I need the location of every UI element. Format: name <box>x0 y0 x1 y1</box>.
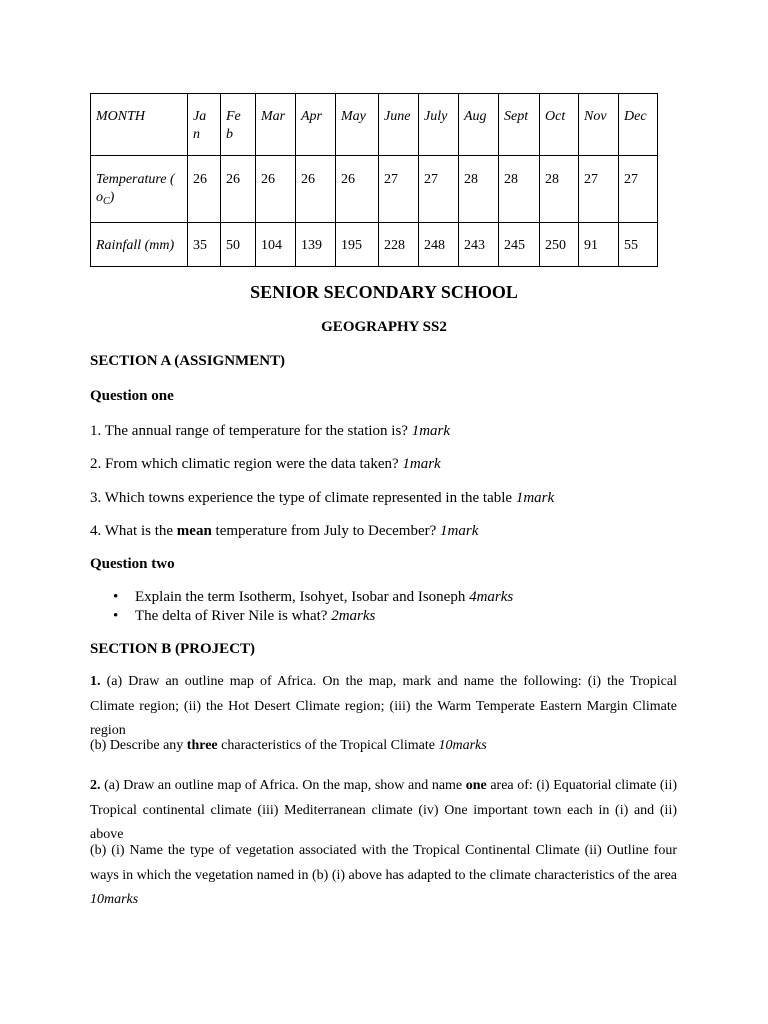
month-cell: May <box>336 94 379 156</box>
question-1: 1. The annual range of temperature for the station is? 1mark <box>90 423 451 439</box>
climate-table <box>90 93 658 267</box>
rainfall-cell: 35 <box>188 223 221 267</box>
question-2: 2. From which climatic region were the data taken? 1mark <box>90 456 441 472</box>
rainfall-cell: 55 <box>619 223 658 267</box>
temperature-cell: 26 <box>221 156 256 223</box>
bullet-icon: • <box>113 589 119 605</box>
rainfall-cell: 250 <box>540 223 579 267</box>
month-cell: Oct <box>540 94 579 156</box>
rainfall-cell: 139 <box>296 223 336 267</box>
rainfall-cell: 91 <box>579 223 619 267</box>
question-one-heading: Question one <box>90 388 174 404</box>
temperature-cell: 27 <box>579 156 619 223</box>
month-cell: Aug <box>459 94 499 156</box>
month-cell: Fe b <box>221 94 256 156</box>
temperature-cell: 26 <box>188 156 221 223</box>
temperature-cell: 27 <box>419 156 459 223</box>
rainfall-cell: 248 <box>419 223 459 267</box>
temperature-cell: 27 <box>379 156 419 223</box>
temperature-label: Temperature ( $o_C$) <box>91 156 188 223</box>
subject-title: GEOGRAPHY SS2 <box>321 319 447 335</box>
month-cell: Ja n <box>188 94 221 156</box>
section-a-heading: SECTION A (ASSIGNMENT) <box>90 353 286 369</box>
rainfall-cell: 228 <box>379 223 419 267</box>
month-cell: Apr <box>296 94 336 156</box>
month-cell: June <box>379 94 419 156</box>
rainfall-cell: 243 <box>459 223 499 267</box>
question-3: 3. Which towns experience the type of climate represented in the table 1mark <box>90 490 555 506</box>
mark-label: 10marks <box>438 738 487 753</box>
question-two-list <box>90 588 513 626</box>
temperature-cell: 28 <box>499 156 540 223</box>
temperature-cell: 28 <box>540 156 579 223</box>
table-header-row <box>91 94 658 156</box>
temperature-row <box>91 156 658 223</box>
temperature-cell: 26 <box>336 156 379 223</box>
mark-label: 1mark <box>515 490 555 506</box>
mark-label: 2marks <box>331 608 376 624</box>
temperature-cell: 26 <box>296 156 336 223</box>
rainfall-cell: 104 <box>256 223 296 267</box>
month-cell: Dec <box>619 94 658 156</box>
project-2a: 2. (a) Draw an outline map of Africa. On the map, show and name one area of: (i) Equatorial climate (ii) Tropical continental climate (iii) Mediterranean climate (iv) One important town each in (i) and (ii) above <box>90 778 677 842</box>
mark-label: 1mark <box>402 456 441 472</box>
temperature-cell: 27 <box>619 156 658 223</box>
month-cell: July <box>419 94 459 156</box>
school-title: SENIOR SECONDARY SCHOOL <box>250 282 518 302</box>
month-cell: Nov <box>579 94 619 156</box>
temperature-cell: 26 <box>256 156 296 223</box>
month-cell: Sept <box>499 94 540 156</box>
list-item: • Explain the term Isotherm, Isohyet, Isobar and Isoneph 4marks <box>113 589 514 605</box>
project-1a: 1. (a) Draw an outline map of Africa. On the map, mark and name the following: (i) the Tropical Climate region; (ii) the Hot Desert Climate region; (iii) the Warm Temperate Eastern Margin Climate region <box>90 674 677 738</box>
mark-label: 10marks <box>90 892 139 907</box>
month-cell: Mar <box>256 94 296 156</box>
rainfall-cell: 195 <box>336 223 379 267</box>
mark-label: 4marks <box>469 589 514 605</box>
question-two-heading: Question two <box>90 556 175 572</box>
month-header: MONTH <box>91 94 188 156</box>
list-item: • The delta of River Nile is what? 2marks <box>113 608 376 624</box>
bullet-icon: • <box>113 608 119 624</box>
project-2b: (b) (i) Name the type of vegetation associated with the Tropical Continental Climate (ii) Outline four ways in which the vegetation named in (b) (i) above has adapted to the climate characteristics of the area 10marks <box>90 843 677 907</box>
rainfall-row <box>91 223 658 267</box>
rainfall-label: Rainfall (mm) <box>91 223 188 267</box>
mark-label: 1mark <box>411 423 451 439</box>
question-4: 4. What is the mean temperature from July to December? 1mark <box>90 523 479 539</box>
rainfall-cell: 245 <box>499 223 540 267</box>
section-b-heading: SECTION B (PROJECT) <box>90 641 256 657</box>
temperature-cell: 28 <box>459 156 499 223</box>
mark-label: 1mark <box>440 523 479 539</box>
rainfall-cell: 50 <box>221 223 256 267</box>
project-1b: (b) Describe any three characteristics of the Tropical Climate 10marks <box>90 738 487 753</box>
